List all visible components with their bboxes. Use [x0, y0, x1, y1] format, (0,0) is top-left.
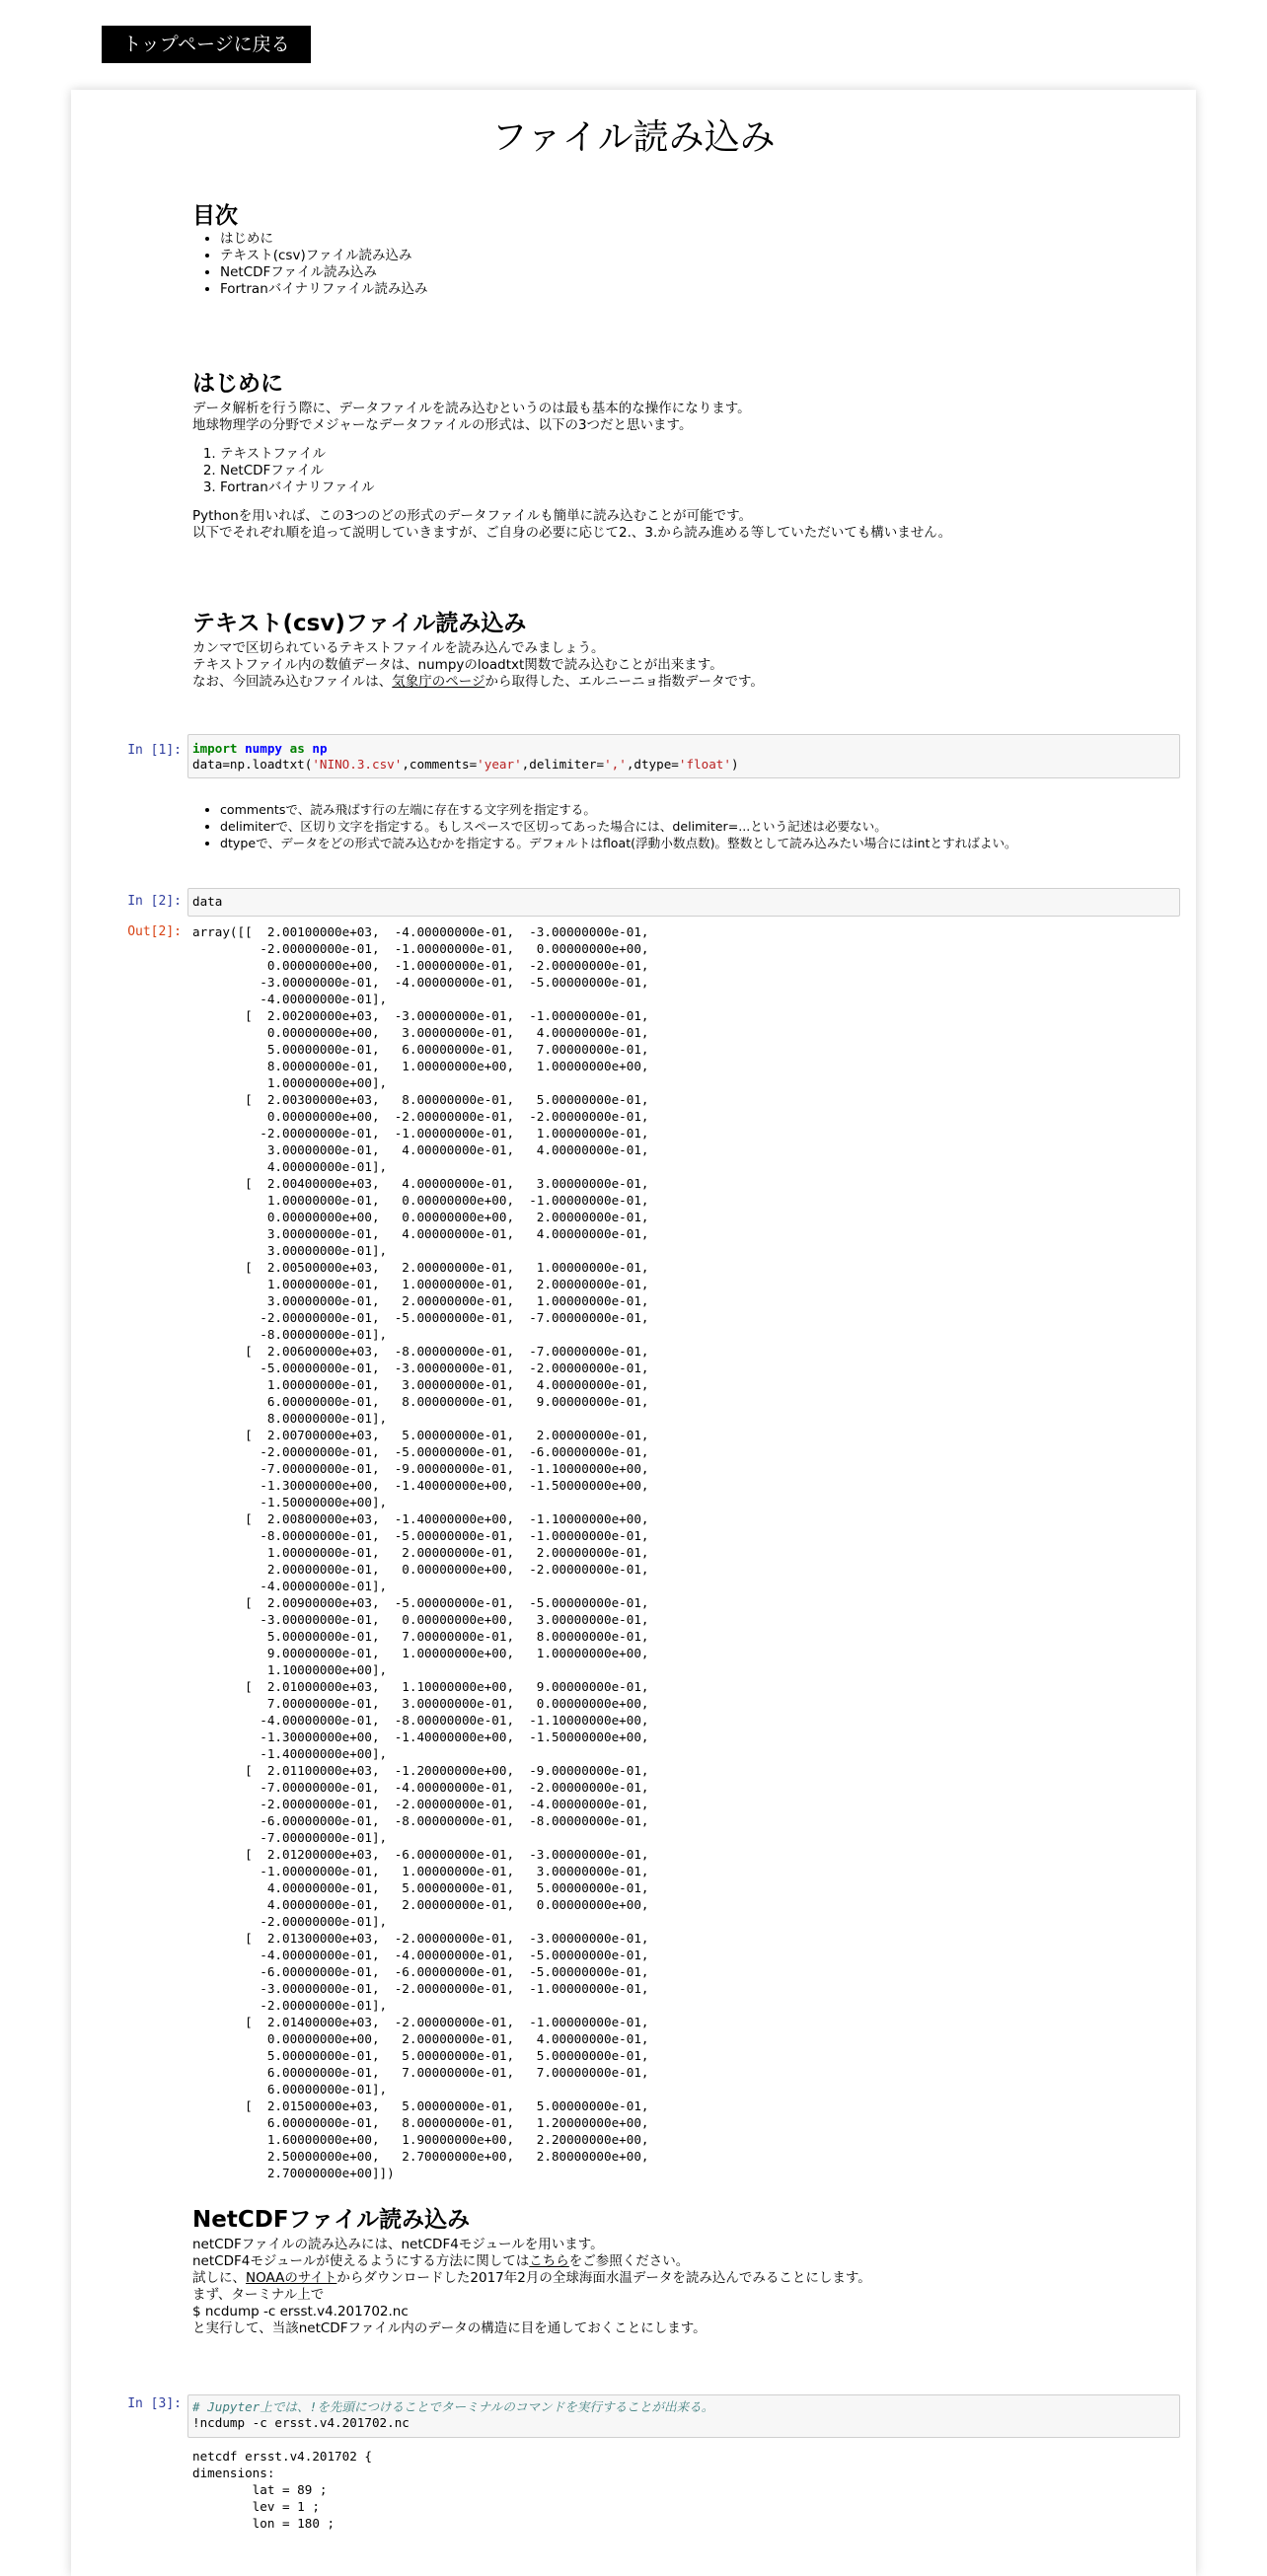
netcdf-line4: まず、ターミナル上で — [192, 2287, 325, 2303]
setup-link[interactable]: こちら — [529, 2253, 569, 2269]
noaa-link[interactable]: NOAAのサイト — [246, 2270, 337, 2286]
csv-line1: カンマで区切られているテキストファイルを読み込んでみましょう。 — [192, 640, 605, 656]
netcdf-line1: netCDFファイルの読み込みには、netCDF4モジュールを用います。 — [192, 2237, 604, 2252]
netcdf-line5: $ ncdump -c ersst.v4.201702.nc — [192, 2304, 409, 2319]
cell1-code[interactable]: import numpy as np data=np.loadtxt('NINO.3.csv',comments='year',delimiter=',',dtype='float') — [187, 734, 1180, 778]
format-item: 2. NetCDFファイル — [220, 463, 1179, 479]
out2-prompt: Out[2]: — [127, 924, 182, 939]
toc-item-intro[interactable]: • はじめに — [220, 231, 1179, 248]
note-item: • dtypeで、データをどの形式で読み込むかを指定する。デフォルトはfloat(浮動小数点数)。整数として読み込みたい場合にはintとすればよい。 — [220, 835, 1179, 851]
back-to-top-button[interactable]: トップページに戻る — [102, 26, 311, 63]
toc-list — [192, 231, 1179, 298]
note-item: • commentsで、読み飛ばす行の左端に存在する文字列を指定する。 — [220, 801, 1179, 818]
csv-section — [192, 611, 1179, 691]
intro-format-list — [192, 446, 1179, 496]
cell2-code[interactable]: data — [187, 888, 1180, 917]
intro-section — [192, 371, 1179, 542]
cell1-notes — [192, 801, 1179, 851]
toc-section — [192, 203, 1179, 298]
netcdf-section — [192, 2207, 1179, 2337]
note-item: • delimiterで、区切り文字を指定する。もしスペースで区切ってあった場合には、delimiter=...という記述は必要ない。 — [220, 818, 1179, 835]
intro-line4: 以下でそれぞれ順を追って説明していきますが、ご自身の必要に応じて2.、3.から読み進める等していただいても構いません。 — [192, 525, 952, 541]
out3-ncdump-output: netcdf ersst.v4.201702 { dimensions: lat = 89 ; lev = 1 ; lon = 180 ; — [192, 2449, 372, 2531]
toc-heading: 目次 — [192, 203, 238, 229]
intro-line1: データ解析を行う際に、データファイルを読み込むというのは最も基本的な操作になります。 — [192, 401, 751, 416]
intro-heading: はじめに — [192, 371, 283, 397]
cell3-code[interactable]: # Jupyter上では、!を先頭につけることでターミナルのコマンドを実行することが出来る。 !ncdump -c ersst.v4.201702.nc — [187, 2394, 1180, 2438]
toc-item-fortran[interactable]: • Fortranバイナリファイル読み込み — [220, 281, 1179, 298]
toc-item-csv[interactable]: • テキスト(csv)ファイル読み込み — [220, 248, 1179, 264]
netcdf-line3: 試しに、NOAAのサイトからダウンロードした2017年2月の全球海面水温データを読み込んでみることにします。 — [192, 2270, 871, 2286]
out2-array-output: array([[ 2.00100000e+03, -4.00000000e-01, -3.00000000e-01, -2.00000000e-01, -1.00000000e-01, 0.00000000e+00, 0.00000000e+00, -1.00000000e-01, -2.00000000e-01, -3.00000000e-01, -4.00000000e-01, -5.00000000e-01, -4.00000000e-01], [ 2.00200000e+03, -3.00000000e-01, -1.00000000e-01, 0.00000000e+00, 3.00000000e-01, 4.00000000e-01, 5.00000000e-01, 6.00000000e-01, 7.00000000e-01, 8.00000000e-01, 1.00000000e+00, 1.00000000e+00, 1.00000000e+00], [ 2.00300000e+03, 8.00000000e-01, 5.00000000e-01, 0.00000000e+00, -2.00000000e-01, -2.00000000e-01, -2.00000000e-01, -1.00000000e-01, 1.00000000e-01, 3.00000000e-01, 4.00000000e-01, 4.00000000e-01, 4.00000000e-01], [ 2.00400000e+03, 4.00000000e-01, 3.00000000e-01, 1.00000000e-01, 0.00000000e+00, -1.00000000e-01, 0.00000000e+00, 0.00000000e+00, 2.00000000e-01, 3.00000000e-01, 4.00000000e-01, 4.00000000e-01, 3.00000000e-01], [ 2.00500000e+03, 2.00000000e-01, 1.00000000e-01, 1.00000000e-01, 1.00000000e-01, 2.00000000e-01, 3.00000000e-01, 2.00000000e-01, 1.00000000e-01, -2.00000000e-01, -5.00000000e-01, -7.00000000e-01, -8.00000000e-01], [ 2.00600000e+03, -8.00000000e-01, -7.00000000e-01, -5.00000000e-01, -3.00000000e-01, -2.00000000e-01, 1.00000000e-01, 3.00000000e-01, 4.00000000e-01, 6.00000000e-01, 8.00000000e-01, 9.00000000e-01, 8.00000000e-01], [ 2.00700000e+03, 5.00000000e-01, 2.00000000e-01, -2.00000000e-01, -5.00000000e-01, -6.00000000e-01, -7.00000000e-01, -9.00000000e-01, -1.10000000e+00, -1.30000000e+00, -1.40000000e+00, -1.50000000e+00, -1.50000000e+00], [ 2.00800000e+03, -1.40000000e+00, -1.10000000e+00, -8.00000000e-01, -5.00000000e-01, -1.00000000e-01, 1.00000000e-01, 2.00000000e-01, 2.00000000e-01, 2.00000000e-01, 0.00000000e+00, -2.00000000e-01, -4.00000000e-01], [ 2.00900000e+03, -5.00000000e-01, -5.00000000e-01, -3.00000000e-01, 0.00000000e+00, 3.00000000e-01, 5.00000000e-01, 7.00000000e-01, 8.00000000e-01, 9.00000000e-01, 1.00000000e+00, 1.00000000e+00, 1.10000000e+00], [ 2.01000000e+03, 1.10000000e+00, 9.00000000e-01, 7.00000000e-01, 3.00000000e-01, 0.00000000e+00, -4.00000000e-01, -8.00000000e-01, -1.10000000e+00, -1.30000000e+00, -1.40000000e+00, -1.50000000e+00, -1.40000000e+00], [ 2.01100000e+03, -1.20000000e+00, -9.00000000e-01, -7.00000000e-01, -4.00000000e-01, -2.00000000e-01, -2.00000000e-01, -2.00000000e-01, -4.00000000e-01, -6.00000000e-01, -8.00000000e-01, -8.00000000e-01, -7.00000000e-01], [ 2.01200000e+03, -6.00000000e-01, -3.00000000e-01, -1.00000000e-01, 1.00000000e-01, 3.00000000e-01, 4.00000000e-01, 5.00000000e-01, 5.00000000e-01, 4.00000000e-01, 2.00000000e-01, 0.00000000e+00, -2.00000000e-01], [ 2.01300000e+03, -2.00000000e-01, -3.00000000e-01, -4.00000000e-01, -4.00000000e-01, -5.00000000e-01, -6.00000000e-01, -6.00000000e-01, -5.00000000e-01, -3.00000000e-01, -2.00000000e-01, -1.00000000e-01, -2.00000000e-01], [ 2.01400000e+03, -2.00000000e-01, -1.00000000e-01, 0.00000000e+00, 2.00000000e-01, 4.00000000e-01, 5.00000000e-01, 5.00000000e-01, 5.00000000e-01, 6.00000000e-01, 7.00000000e-01, 7.00000000e-01, 6.00000000e-01], [ 2.01500000e+03, 5.00000000e-01, 5.00000000e-01, 6.00000000e-01, 8.00000000e-01, 1.20000000e+00, 1.60000000e+00, 1.90000000e+00, 2.20000000e+00, 2.50000000e+00, 2.70000000e+00, 2.80000000e+00, 2.70000000e+00]]) — [192, 924, 649, 2180]
page-title: ファイル読み込み — [491, 117, 776, 158]
format-item: 1. テキストファイル — [220, 446, 1179, 463]
cell2-prompt: In [2]: — [127, 894, 182, 909]
netcdf-line6: と実行して、当該netCDFファイル内のデータの構造に目を通しておくことにします。 — [192, 2320, 707, 2336]
csv-line3: なお、今回読み込むファイルは、気象庁のページから取得した、エルニーニョ指数データです。 — [192, 674, 764, 690]
netcdf-line2: netCDF4モジュールが使えるようにする方法に関してはこちらをご参照ください。 — [192, 2253, 690, 2269]
cell1-prompt: In [1]: — [127, 743, 182, 758]
jma-link[interactable]: 気象庁のページ — [392, 674, 485, 690]
cell3-prompt: In [3]: — [127, 2396, 182, 2411]
netcdf-heading: NetCDFファイル読み込み — [192, 2207, 471, 2233]
notebook-page — [71, 90, 1196, 2576]
csv-heading: テキスト(csv)ファイル読み込み — [192, 611, 527, 636]
intro-line2: 地球物理学の分野でメジャーなデータファイルの形式は、以下の3つだと思います。 — [192, 417, 693, 433]
csv-line2: テキストファイル内の数値データは、numpyのloadtxt関数で読み込むことが出来ます。 — [192, 657, 723, 673]
loadtxt-notes-list — [192, 801, 1179, 851]
intro-line3: Pythonを用いれば、この3つのどの形式のデータファイルも簡単に読み込むことが可能です。 — [192, 508, 753, 524]
toc-item-netcdf[interactable]: • NetCDFファイル読み込み — [220, 264, 1179, 281]
format-item: 3. Fortranバイナリファイル — [220, 479, 1179, 496]
